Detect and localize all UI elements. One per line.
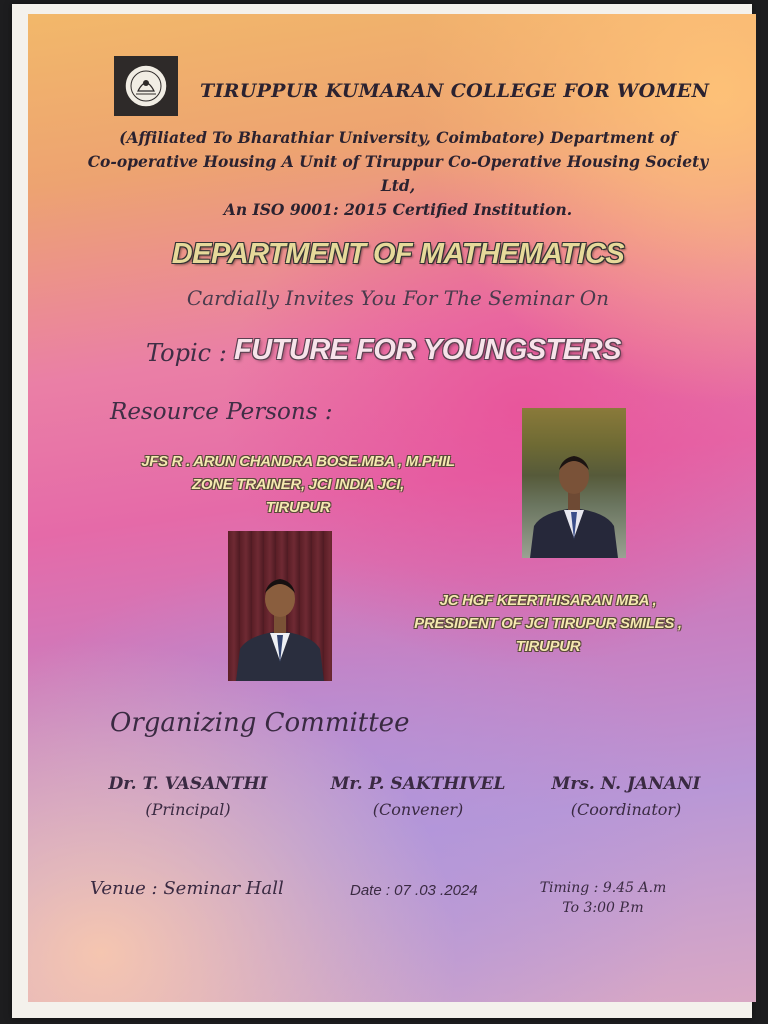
committee-member [318,774,518,819]
resource-person-1 [88,450,508,519]
resource-person-line: TIRUPUR [515,638,581,655]
member-name: Dr. T. VASANTHI [108,774,268,794]
invitation-card [28,14,756,1002]
committee-member [526,774,726,819]
affiliation-line: Co-operative Housing A Unit of Tiruppur Co-Operative Housing Society Ltd, [87,152,709,195]
affiliation-text [68,126,728,222]
date-text: Date : 07 .03 .2024 [350,882,478,899]
resource-person-line: JFS R . ARUN CHANDRA BOSE.MBA , M.PHIL [141,453,455,470]
resource-person-line: PRESIDENT OF JCI TIRUPUR SMILES , [414,615,682,632]
committee-member [88,774,288,819]
resource-person-line: TIRUPUR [265,499,331,516]
resource-person-line: ZONE TRAINER, JCI INDIA JCI, [192,476,404,493]
timing-text [528,878,678,918]
organizing-committee-label: Organizing Committee [110,708,410,738]
resource-person-photo [228,531,332,681]
affiliation-line: An ISO 9001: 2015 Certified Institution. [223,200,573,219]
member-name: Mr. P. SAKTHIVEL [330,774,506,794]
seminar-topic: FUTURE FOR YOUNGSTERS [234,334,621,366]
member-role: (Convener) [372,800,464,819]
department-title: DEPARTMENT OF MATHEMATICS [171,238,625,270]
member-role: (Principal) [145,800,231,819]
topic-label: Topic : [146,339,227,367]
college-name: TIRUPPUR KUMARAN COLLEGE FOR WOMEN [200,80,710,102]
venue-text: Venue : Seminar Hall [90,878,284,899]
affiliation-line: (Affiliated To Bharathiar University, Coimbatore) Department of [119,128,677,147]
member-role: (Coordinator) [570,800,682,819]
resource-person-line: JC HGF KEERTHISARAN MBA , [439,592,657,609]
timing-line: To 3:00 P.m [562,900,644,916]
invite-line: Cardially Invites You For The Seminar On [186,286,610,310]
college-emblem-icon [114,56,178,116]
paper-sheet [12,4,752,1018]
timing-line: Timing : 9.45 A.m [539,880,667,896]
resource-person-2 [358,589,738,658]
resource-persons-label: Resource Persons : [110,399,333,425]
resource-person-photo [522,408,626,558]
member-name: Mrs. N. JANANI [551,774,701,794]
